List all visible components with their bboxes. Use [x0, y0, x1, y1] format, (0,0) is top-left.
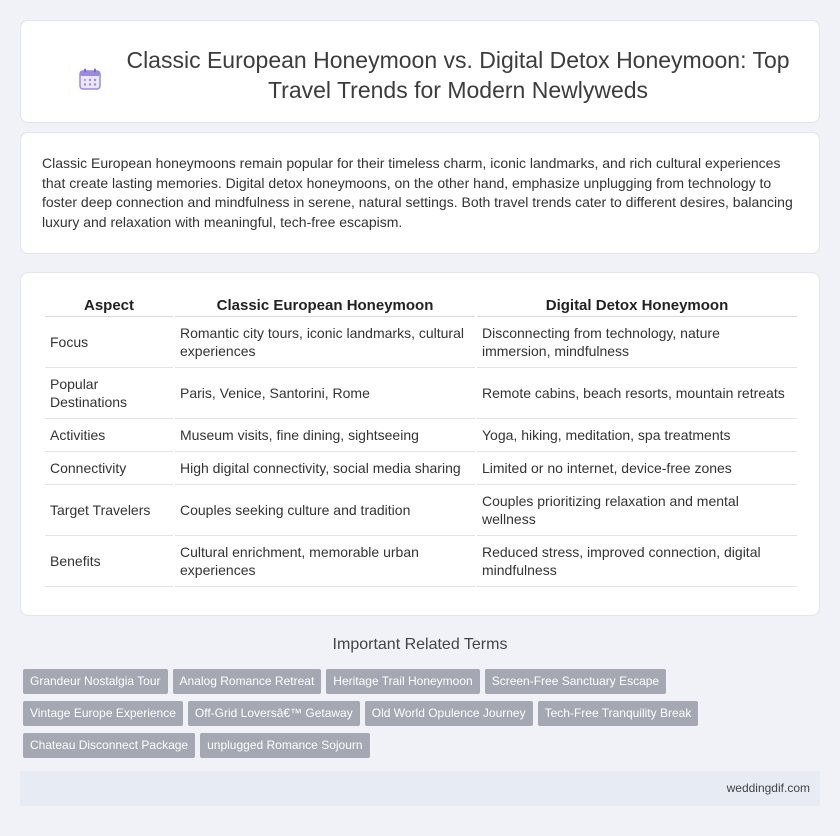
- related-term-tag[interactable]: Tech-Free Tranquility Break: [538, 701, 699, 726]
- table-cell-aspect: Focus: [45, 317, 173, 368]
- footer: [20, 771, 820, 806]
- header-digital-detox: Digital Detox Honeymoon: [477, 293, 797, 317]
- table-row: [45, 452, 797, 485]
- table-cell-aspect: Target Travelers: [45, 485, 173, 536]
- table-row: [45, 419, 797, 452]
- table-cell: Disconnecting from technology, nature immersion, mindfulness: [477, 317, 797, 368]
- table-cell: Paris, Venice, Santorini, Rome: [175, 368, 475, 419]
- footer-site-link[interactable]: weddingdif.com: [726, 781, 810, 795]
- comparison-card: [20, 272, 820, 616]
- table-cell-aspect: Popular Destinations: [45, 368, 173, 419]
- comparison-table: [43, 293, 799, 587]
- table-row: [45, 536, 797, 587]
- table-row: [45, 368, 797, 419]
- related-term-tag[interactable]: Chateau Disconnect Package: [23, 733, 195, 758]
- table-cell-aspect: Connectivity: [45, 452, 173, 485]
- table-cell: Romantic city tours, iconic landmarks, cultural experiences: [175, 317, 475, 368]
- page-title: Classic European Honeymoon vs. Digital Detox Honeymoon: Top Travel Trends for Modern Newlyweds: [126, 47, 790, 103]
- table-header-row: [45, 293, 797, 317]
- related-term-tag[interactable]: unplugged Romance Sojourn: [200, 733, 369, 758]
- table-cell: Cultural enrichment, memorable urban experiences: [175, 536, 475, 587]
- table-cell-aspect: Benefits: [45, 536, 173, 587]
- title-card: [20, 20, 820, 123]
- table-cell: Yoga, hiking, meditation, spa treatments: [477, 419, 797, 452]
- related-term-tag[interactable]: Off-Grid Loversâ€™ Getaway: [188, 701, 360, 726]
- table-cell: Reduced stress, improved connection, digital mindfulness: [477, 536, 797, 587]
- table-cell: Limited or no internet, device-free zones: [477, 452, 797, 485]
- table-cell: Couples prioritizing relaxation and mental wellness: [477, 485, 797, 536]
- related-term-tag[interactable]: Old World Opulence Journey: [365, 701, 533, 726]
- header-aspect: Aspect: [45, 293, 173, 317]
- intro-card: [20, 132, 820, 254]
- intro-text: Classic European honeymoons remain popular for their timeless charm, iconic landmarks, and rich cultural experiences that create lasting memories. Digital detox honeymoons, on the other hand, emphasize unplugging from technology to foster deep connection and mindfulness in serene, natural settings. Both travel trends cater to different desires, balancing luxury and relaxation with meaningful, tech-free escapism.: [42, 155, 793, 230]
- header-classic-european: Classic European Honeymoon: [175, 293, 475, 317]
- calendar-icon: [79, 68, 101, 90]
- related-term-tag[interactable]: Grandeur Nostalgia Tour: [23, 669, 168, 694]
- table-cell: Museum visits, fine dining, sightseeing: [175, 419, 475, 452]
- related-terms-title: Important Related Terms: [332, 636, 508, 653]
- table-row: [45, 317, 797, 368]
- related-term-tag[interactable]: Analog Romance Retreat: [173, 669, 322, 694]
- related-term-tag[interactable]: Heritage Trail Honeymoon: [326, 669, 479, 694]
- table-cell: Remote cabins, beach resorts, mountain retreats: [477, 368, 797, 419]
- table-cell-aspect: Activities: [45, 419, 173, 452]
- related-term-tag[interactable]: Screen-Free Sanctuary Escape: [485, 669, 666, 694]
- related-term-tag[interactable]: Vintage Europe Experience: [23, 701, 183, 726]
- table-cell: Couples seeking culture and tradition: [175, 485, 475, 536]
- table-cell: High digital connectivity, social media sharing: [175, 452, 475, 485]
- related-terms-list: [23, 669, 813, 765]
- table-row: [45, 485, 797, 536]
